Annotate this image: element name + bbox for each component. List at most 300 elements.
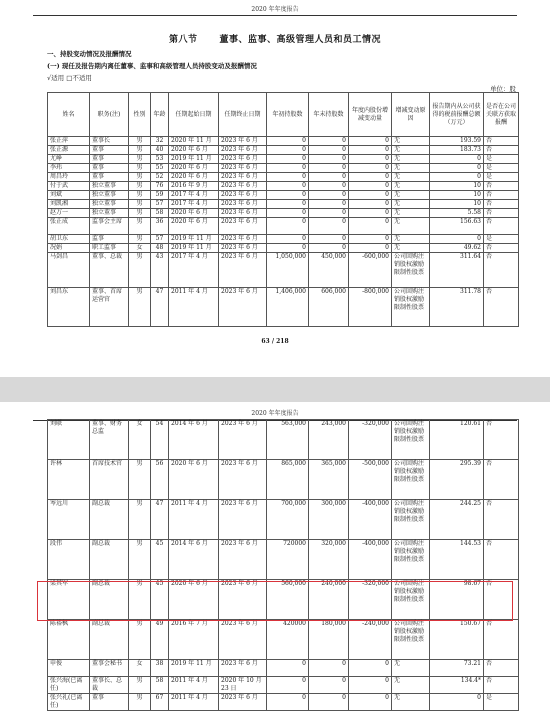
- running-header: 2020 年年度报告: [251, 6, 299, 13]
- cell-gender: 女: [129, 660, 151, 677]
- cell-start: 2011 年 4 月: [169, 677, 219, 694]
- cell-reason: 无: [392, 137, 430, 146]
- cell-name: 许林: [48, 460, 90, 500]
- cell-related: 是: [484, 694, 519, 711]
- cell-end: 2023 年 6 月: [219, 137, 267, 146]
- table-row: [48, 137, 519, 146]
- cell-begin: 0: [267, 164, 309, 173]
- cell-end: 2023 年 6 月: [219, 209, 267, 218]
- cell-begin: 0: [267, 694, 309, 711]
- cell-gender: 男: [129, 694, 151, 711]
- cell-begin: 0: [267, 209, 309, 218]
- cell-age: 67: [151, 694, 169, 711]
- cell-name: 刘斌: [48, 191, 90, 200]
- col-header: 年度内股份增减变动量: [349, 93, 392, 137]
- cell-pay: 98.67: [430, 580, 484, 620]
- cell-reason: 无: [392, 155, 430, 164]
- cell-gender: 男: [129, 209, 151, 218]
- cell-begin: 1,050,000: [267, 253, 309, 288]
- header-rule: [33, 15, 517, 16]
- table-row: [48, 191, 519, 200]
- cell-related: 否: [484, 191, 519, 200]
- cell-reason: 无: [392, 235, 430, 244]
- col-header: 年末持股数: [309, 93, 349, 137]
- table-row: [48, 200, 519, 209]
- cell-name: 张正源: [48, 146, 90, 155]
- cell-end: 2023 年 6 月: [219, 580, 267, 620]
- cell-pay: 311.64: [430, 253, 484, 288]
- cell-gender: 男: [129, 155, 151, 164]
- cell-title: 董事、总裁: [90, 253, 129, 288]
- cell-related: 否: [484, 200, 519, 209]
- cell-gender: 男: [129, 137, 151, 146]
- cell-age: 58: [151, 209, 169, 218]
- table-row: [48, 235, 519, 244]
- cell-title: 董事长: [90, 137, 129, 146]
- cell-name: 刘昌东: [48, 288, 90, 327]
- cell-name: 陈裕枫: [48, 620, 90, 660]
- cell-end: 2023 年 6 月: [219, 660, 267, 677]
- cell-begin: 0: [267, 200, 309, 209]
- cell-start: 2020 年 6 月: [169, 218, 219, 235]
- cell-final: 0: [309, 660, 349, 677]
- cell-start: 2019 年 11 月: [169, 244, 219, 253]
- page-number: 63 / 218: [261, 338, 289, 345]
- cell-final: 365,000: [309, 460, 349, 500]
- cell-start: 2011 年 4 月: [169, 500, 219, 540]
- cell-name: 周昌玲: [48, 173, 90, 182]
- cell-age: 53: [151, 155, 169, 164]
- cell-age: 54: [151, 420, 169, 460]
- cell-start: 2020 年 6 月: [169, 146, 219, 155]
- cell-related: 否: [484, 253, 519, 288]
- cell-reason: 公司回购注销股权激励限制性股票: [392, 540, 430, 580]
- cell-gender: 男: [129, 235, 151, 244]
- cell-pay: 0: [430, 235, 484, 244]
- cell-start: 2017 年 4 月: [169, 253, 219, 288]
- cell-age: 58: [151, 677, 169, 694]
- table-row: [48, 620, 519, 660]
- cell-gender: 女: [129, 244, 151, 253]
- table-header-row: [48, 93, 519, 137]
- cell-change: -240,000: [349, 620, 392, 660]
- cell-change: 0: [349, 660, 392, 677]
- cell-title: 董事、财务总监: [90, 420, 129, 460]
- cell-start: 2014 年 6 月: [169, 420, 219, 460]
- col-header: 增减变动原因: [392, 93, 430, 137]
- cell-reason: 无: [392, 244, 430, 253]
- cell-change: 0: [349, 164, 392, 173]
- cell-change: 0: [349, 182, 392, 191]
- cell-related: 否: [484, 677, 519, 694]
- cell-title: 独立董事: [90, 182, 129, 191]
- cell-final: 0: [309, 191, 349, 200]
- cell-change: 0: [349, 200, 392, 209]
- cell-age: 36: [151, 218, 169, 235]
- cell-start: 2017 年 4 月: [169, 200, 219, 209]
- cell-change: 0: [349, 137, 392, 146]
- cell-related: 是: [484, 173, 519, 182]
- cell-name: 李玮: [48, 164, 90, 173]
- cell-end: 2020 年 10 月 23 日: [219, 677, 267, 694]
- cell-title: 董事、首席运营官: [90, 288, 129, 327]
- cell-age: 43: [151, 253, 169, 288]
- cell-age: 55: [151, 164, 169, 173]
- table-row: [48, 460, 519, 500]
- section-title: 董事、监事、高级管理人员和员工情况: [219, 35, 382, 45]
- cell-reason: 公司回购注销股权激励限制性股票: [392, 580, 430, 620]
- cell-age: 52: [151, 173, 169, 182]
- cell-age: 40: [151, 146, 169, 155]
- cell-pay: 120.61: [430, 420, 484, 460]
- cell-gender: 男: [129, 500, 151, 540]
- holdings-table-page1: [47, 92, 519, 327]
- cell-name: 段伟: [48, 540, 90, 580]
- cell-related: 否: [484, 209, 519, 218]
- cell-gender: 女: [129, 420, 151, 460]
- cell-change: 0: [349, 146, 392, 155]
- cell-change: 0: [349, 694, 392, 711]
- cell-reason: 公司回购注销股权激励限制性股票: [392, 500, 430, 540]
- cell-pay: 144.53: [430, 540, 484, 580]
- cell-name: 岑远川: [48, 500, 90, 540]
- cell-begin: 0: [267, 660, 309, 677]
- cell-end: 2023 年 6 月: [219, 460, 267, 500]
- cell-gender: 男: [129, 460, 151, 500]
- cell-related: 否: [484, 620, 519, 660]
- table-row: [48, 288, 519, 327]
- cell-name: 付于武: [48, 182, 90, 191]
- cell-begin: 560,000: [267, 580, 309, 620]
- cell-age: 32: [151, 137, 169, 146]
- table-row: [48, 182, 519, 191]
- cell-age: 45: [151, 580, 169, 620]
- cell-begin: 0: [267, 146, 309, 155]
- cell-final: 0: [309, 137, 349, 146]
- cell-pay: 5.58: [430, 209, 484, 218]
- cell-end: 2023 年 6 月: [219, 164, 267, 173]
- cell-reason: 无: [392, 209, 430, 218]
- table-row: [48, 660, 519, 677]
- cell-end: 2023 年 6 月: [219, 173, 267, 182]
- cell-end: 2023 年 6 月: [219, 235, 267, 244]
- cell-pay: 10: [430, 191, 484, 200]
- cell-gender: 男: [129, 288, 151, 327]
- cell-begin: 0: [267, 218, 309, 235]
- table-row: [48, 677, 519, 694]
- table-row: [48, 253, 519, 288]
- cell-change: 0: [349, 173, 392, 182]
- cell-change: 0: [349, 209, 392, 218]
- cell-change: -500,000: [349, 460, 392, 500]
- cell-related: 是: [484, 164, 519, 173]
- cell-change: -320,000: [349, 580, 392, 620]
- cell-final: 180,000: [309, 620, 349, 660]
- cell-reason: 公司回购注销股权激励限制性股票: [392, 620, 430, 660]
- cell-start: 2019 年 11 月: [169, 660, 219, 677]
- cell-title: 董事: [90, 164, 129, 173]
- cell-title: 独立董事: [90, 191, 129, 200]
- cell-final: 450,000: [309, 253, 349, 288]
- cell-gender: 男: [129, 146, 151, 155]
- cell-pay: 73.21: [430, 660, 484, 677]
- cell-begin: 0: [267, 677, 309, 694]
- cell-reason: 无: [392, 164, 430, 173]
- cell-final: 240,000: [309, 580, 349, 620]
- col-header: 年初持股数: [267, 93, 309, 137]
- cell-start: 2019 年 11 月: [169, 235, 219, 244]
- cell-age: 47: [151, 500, 169, 540]
- cell-change: -600,000: [349, 253, 392, 288]
- cell-age: 57: [151, 235, 169, 244]
- cell-title: 职工监事: [90, 244, 129, 253]
- cell-related: 否: [484, 500, 519, 540]
- cell-gender: 男: [129, 218, 151, 235]
- col-header: 任期终止日期: [219, 93, 267, 137]
- cell-begin: 0: [267, 137, 309, 146]
- cell-reason: 无: [392, 191, 430, 200]
- subsection-heading: 一、持股变动情况及报酬情况: [47, 50, 132, 58]
- cell-final: 320,000: [309, 540, 349, 580]
- cell-pay: 10: [430, 182, 484, 191]
- table-row: [48, 244, 519, 253]
- cell-related: 否: [484, 420, 519, 460]
- cell-related: 否: [484, 540, 519, 580]
- cell-title: 董事长、总裁: [90, 677, 129, 694]
- cell-name: 张正成: [48, 218, 90, 235]
- cell-reason: 无: [392, 182, 430, 191]
- cell-title: 监事会主席: [90, 218, 129, 235]
- cell-pay: 295.39: [430, 460, 484, 500]
- cell-reason: 无: [392, 218, 430, 235]
- cell-name: 况娟: [48, 244, 90, 253]
- cell-end: 2023 年 6 月: [219, 155, 267, 164]
- cell-reason: 公司回购注销股权激励限制性股票: [392, 460, 430, 500]
- cell-age: 47: [151, 288, 169, 327]
- cell-name: 申俊: [48, 660, 90, 677]
- cell-start: 2011 年 4 月: [169, 694, 219, 711]
- cell-pay: 49.62: [430, 244, 484, 253]
- cell-reason: 公司回购注销股权激励限制性股票: [392, 253, 430, 288]
- cell-reason: 无: [392, 173, 430, 182]
- cell-name: 刘联: [48, 420, 90, 460]
- cell-change: 0: [349, 155, 392, 164]
- cell-final: 300,000: [309, 500, 349, 540]
- table-row: [48, 420, 519, 460]
- holdings-table-page2: [47, 419, 519, 711]
- cell-gender: 男: [129, 253, 151, 288]
- cell-related: 否: [484, 460, 519, 500]
- col-header: 报告期内从公司获得的税前报酬总额（万元）: [430, 93, 484, 137]
- col-header: 年龄: [151, 93, 169, 137]
- unit-label: 单位：股: [490, 85, 516, 93]
- cell-related: 否: [484, 244, 519, 253]
- cell-related: 否: [484, 218, 519, 235]
- cell-change: -320,000: [349, 420, 392, 460]
- cell-final: 0: [309, 235, 349, 244]
- cell-title: 副总裁: [90, 620, 129, 660]
- cell-age: 48: [151, 244, 169, 253]
- cell-start: 2020 年 6 月: [169, 580, 219, 620]
- cell-related: 否: [484, 182, 519, 191]
- cell-title: 副总裁: [90, 540, 129, 580]
- cell-age: 76: [151, 182, 169, 191]
- cell-related: 否: [484, 660, 519, 677]
- table-row: [48, 164, 519, 173]
- cell-change: -400,000: [349, 540, 392, 580]
- cell-end: 2023 年 6 月: [219, 253, 267, 288]
- cell-begin: 0: [267, 235, 309, 244]
- cell-end: 2023 年 6 月: [219, 540, 267, 580]
- cell-title: 独立董事: [90, 200, 129, 209]
- cell-title: 董事: [90, 155, 129, 164]
- section-heading: [0, 32, 550, 45]
- cell-start: 2016 年 7 月: [169, 620, 219, 660]
- cell-related: 否: [484, 288, 519, 327]
- cell-age: 59: [151, 191, 169, 200]
- cell-end: 2023 年 6 月: [219, 191, 267, 200]
- cell-start: 2020 年 6 月: [169, 460, 219, 500]
- cell-pay: 10: [430, 200, 484, 209]
- cell-begin: 420000: [267, 620, 309, 660]
- cell-final: 606,000: [309, 288, 349, 327]
- cell-age: 49: [151, 620, 169, 660]
- table-row: [48, 209, 519, 218]
- cell-title: 监事: [90, 235, 129, 244]
- table-row: [48, 155, 519, 164]
- running-header: 2020 年年度报告: [251, 410, 299, 417]
- cell-pay: 134.4*: [430, 677, 484, 694]
- cell-begin: 700,000: [267, 500, 309, 540]
- cell-change: 0: [349, 244, 392, 253]
- cell-title: 董事: [90, 146, 129, 155]
- cell-gender: 男: [129, 173, 151, 182]
- cell-change: -400,000: [349, 500, 392, 540]
- section-number: 第八节: [168, 35, 198, 45]
- cell-pay: 156.63: [430, 218, 484, 235]
- cell-start: 2019 年 11 月: [169, 155, 219, 164]
- cell-final: 0: [309, 244, 349, 253]
- cell-title: 董事会秘书: [90, 660, 129, 677]
- cell-reason: 无: [392, 677, 430, 694]
- cell-end: 2023 年 6 月: [219, 182, 267, 191]
- cell-reason: 无: [392, 694, 430, 711]
- cell-reason: 无: [392, 660, 430, 677]
- cell-begin: 0: [267, 191, 309, 200]
- cell-final: 0: [309, 173, 349, 182]
- cell-start: 2020 年 11 月: [169, 137, 219, 146]
- cell-start: 2014 年 6 月: [169, 540, 219, 580]
- page-gap: [0, 377, 550, 402]
- cell-related: 否: [484, 137, 519, 146]
- cell-title: 副总裁: [90, 580, 129, 620]
- cell-final: 0: [309, 155, 349, 164]
- cell-name: 张正萍: [48, 137, 90, 146]
- cell-end: 2023 年 6 月: [219, 420, 267, 460]
- col-header: 任期起始日期: [169, 93, 219, 137]
- cell-pay: 193.59: [430, 137, 484, 146]
- cell-gender: 男: [129, 620, 151, 660]
- cell-final: 0: [309, 182, 349, 191]
- cell-gender: 男: [129, 677, 151, 694]
- cell-name: 尤峥: [48, 155, 90, 164]
- cell-final: 0: [309, 209, 349, 218]
- cell-change: 0: [349, 218, 392, 235]
- cell-title: 独立董事: [90, 209, 129, 218]
- cell-gender: 男: [129, 182, 151, 191]
- cell-name: 刘凯湘: [48, 200, 90, 209]
- cell-begin: 0: [267, 182, 309, 191]
- cell-final: 0: [309, 677, 349, 694]
- table-row: [48, 173, 519, 182]
- cell-name: 梁其军: [48, 580, 90, 620]
- applicability-option: √适用 □不适用: [47, 74, 92, 82]
- cell-related: 是: [484, 235, 519, 244]
- cell-begin: 0: [267, 155, 309, 164]
- cell-related: 否: [484, 146, 519, 155]
- cell-title: 首席技术官: [90, 460, 129, 500]
- cell-gender: 男: [129, 540, 151, 580]
- cell-start: 2016 年 9 月: [169, 182, 219, 191]
- cell-change: 0: [349, 677, 392, 694]
- cell-change: 0: [349, 191, 392, 200]
- cell-gender: 男: [129, 191, 151, 200]
- cell-age: 57: [151, 200, 169, 209]
- cell-gender: 男: [129, 580, 151, 620]
- table-row: [48, 694, 519, 711]
- cell-pay: 150.67: [430, 620, 484, 660]
- cell-final: 0: [309, 146, 349, 155]
- cell-final: 0: [309, 200, 349, 209]
- cell-final: 0: [309, 164, 349, 173]
- cell-end: 2023 年 6 月: [219, 620, 267, 660]
- cell-pay: 311.78: [430, 288, 484, 327]
- cell-final: 0: [309, 694, 349, 711]
- cell-end: 2023 年 6 月: [219, 200, 267, 209]
- cell-reason: 无: [392, 146, 430, 155]
- sub-subsection-heading: (一) 现任及报告期内离任董事、监事和高级管理人员持股变动及报酬情况: [47, 62, 257, 70]
- highlight-box: [37, 581, 513, 621]
- cell-end: 2023 年 6 月: [219, 500, 267, 540]
- cell-end: 2023 年 6 月: [219, 146, 267, 155]
- cell-final: 243,000: [309, 420, 349, 460]
- cell-begin: 720000: [267, 540, 309, 580]
- cell-end: 2023 年 6 月: [219, 694, 267, 711]
- cell-title: 副总裁: [90, 500, 129, 540]
- cell-change: 0: [349, 235, 392, 244]
- cell-pay: 0: [430, 173, 484, 182]
- cell-pay: 0: [430, 164, 484, 173]
- cell-end: 2023 年 6 月: [219, 288, 267, 327]
- cell-age: 45: [151, 540, 169, 580]
- col-header: 是否在公司关联方获取报酬: [484, 93, 519, 137]
- col-header: 姓名: [48, 93, 90, 137]
- cell-name: 张兴礼(已离任): [48, 694, 90, 711]
- cell-name: 赵万一: [48, 209, 90, 218]
- table-row: [48, 218, 519, 235]
- cell-age: 56: [151, 460, 169, 500]
- cell-gender: 男: [129, 200, 151, 209]
- cell-gender: 男: [129, 164, 151, 173]
- cell-pay: 244.25: [430, 500, 484, 540]
- col-header: 职务(注): [90, 93, 129, 137]
- cell-pay: 0: [430, 155, 484, 164]
- cell-change: -800,000: [349, 288, 392, 327]
- col-header: 性别: [129, 93, 151, 137]
- cell-begin: 1,406,000: [267, 288, 309, 327]
- table-row: [48, 540, 519, 580]
- cell-start: 2020 年 6 月: [169, 173, 219, 182]
